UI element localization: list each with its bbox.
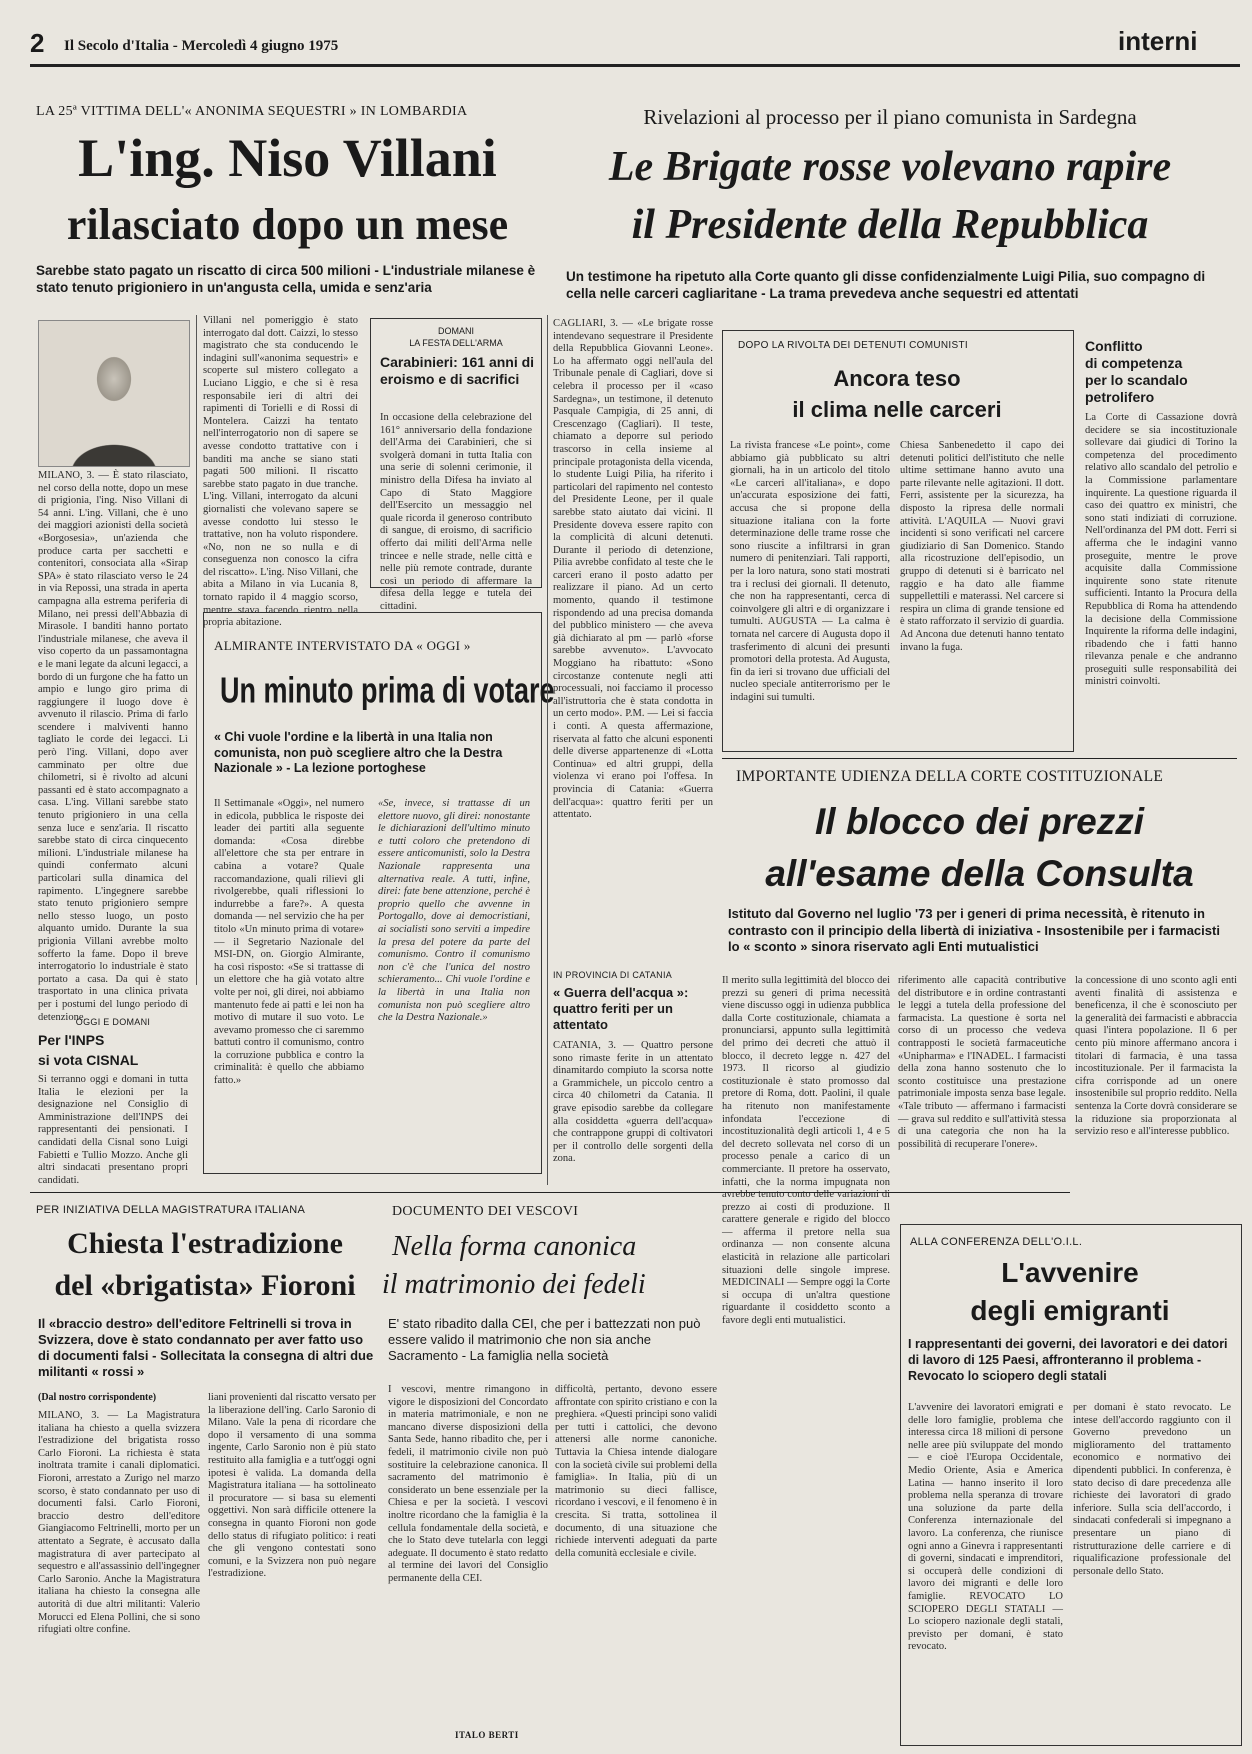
conflitto-title-1: Conflitto: [1085, 338, 1143, 354]
villani-title-1: L'ing. Niso Villani: [78, 128, 497, 188]
brigate-title-1: Le Brigate rosse volevano rapire: [608, 144, 1172, 190]
vescovi-kicker: DOCUMENTO DEI VESCOVI: [392, 1204, 579, 1219]
conflitto-title-2: di competenza: [1085, 355, 1183, 371]
carabinieri-kicker-2: LA FESTA DELL'ARMA: [409, 338, 503, 348]
emigranti-col1: L'avvenire dei lavoratori emigrati e delle loro famiglie, problema che interessa circa 18 milioni di persone nelle aree più sviluppate del mondo — e cioè l'Europa Occidentale, Medio Oriente, Asia e America Latina — hanno inserito il loro problema nella speranza di trovare una soluzione da parte della Conferenza internazionale del lavoro. La conferenza, che riunisce ogni anno a Ginevra i rappresentanti di governi, sindacati e imprenditori, si occuperà delle condizioni di lavoro dei migranti e delle loro famiglie. REVOCATO LO SCIOPERO DEGLI STATALI — Lo sciopero nazionale degli statali, previsto per domani, è stato revocato.: [908, 1402, 1063, 1653]
conflitto-title-4: petrolifero: [1085, 389, 1155, 405]
consulta-kicker: IMPORTANTE UDIENZA DELLA CORTE COSTITUZIONALE: [736, 768, 1164, 785]
villani-title-2: rilasciato dopo un mese: [66, 200, 509, 249]
carabinieri-title: Carabinieri: 161 anni di eroismo e di sacrifici: [380, 354, 535, 387]
fioroni-byline: (Dal nostro corrispondente): [38, 1392, 157, 1403]
villani-portrait: [38, 320, 190, 467]
villani-deck: Sarebbe stato pagato un riscatto di circa 500 milioni - L'industriale milanese è stato tenuto prigioniero in un'angusta cella, umida e senz'aria: [36, 263, 536, 295]
catania-kicker: IN PROVINCIA DI CATANIA: [553, 970, 673, 980]
brigate-kicker: Rivelazioni al processo per il piano comunista in Sardegna: [643, 105, 1137, 129]
villani-col2: Villani nel pomeriggio è stato interrogato dal dott. Caizzi, lo stesso magistrato che sta conducendo le indagini sull'«anonima sequestri» e scoperte sul mistero collegato a Luciano Liggio, e che si è resa responsabile ieri di altri dei rapimenti di Torielli e di Rossi di Montelera. Caizzi ha tentato nell'interrogatorio non di sapere se avesse condotto trattative con i banditi ma anche se siano stati pagati 500 milioni. Il riscatto sarebbe stato pagato in due tranche. L'ing. Villani, interrogato da alcuni giornalisti che volevano sapere se avesse condotto lui stesso le trattative, non ha voluto rispondere. «No, non ne so nulla e di conseguenza non conosco la cifra del riscatto». L'ing. Niso Villani, che abita a Milano in via Lucania 8, tornato rapido il 4 maggio scorso, mentre stava facendo rientro nella propria abitazione.: [203, 315, 358, 629]
almirante-col1: Il Settimanale «Oggi», nel numero in edicola, pubblica le risposte dei leader dei partiti alla seguente domanda: «Cosa direbbe all'elettore che sta per entrare in cabina a votare? Quale raccomandazione, quali rilievi gli rivolgerebbe, quali riflessioni lo indurrebbe a fare?». A questa domanda — nel servizio che ha per titolo «Un minuto prima di votare» — il Segretario Nazionale del MSI-DN, on. Giorgio Almirante, ha così risposto: «Se si trattasse di un elettore che ha già votato altre volte per noi, gli direi, noi abbiamo mantenuto fede ai patti e lei non ha motivo di mutare il suo voto. Le avevamo promesso che ci saremmo battuti contro il comunismo, contro la corruzione pubblica e contro la criminalità: è quello che abbiamo fatto.»: [214, 798, 364, 1087]
vescovi-title-2: il matrimonio dei fedeli: [382, 1269, 646, 1300]
conflitto-body: La Corte di Cassazione dovrà decidere se sia incostituzionale sollevare dai giudici di Torino la competenza del procedimento relativo allo scandalo del petrolio e la Commissione parlamentare inquirente. La questione riguarda il caso dei quattro ex ministri, che sono stati indiziati di corruzione. Nell'ordinanza del PM dott. Ferri si afferma che le indagini vanno proseguite, mentre le prove acquisite dalla Commissione inquirente sono state ritenute sufficienti. Intanto la Procura della Repubblica di Roma ha attendendo la decisione della Commissione Inquirente la riforma delle indagini, ribadendo che i fatti hanno rilevanza penale e che andranno proseguiti sulle responsabilità dei ministri coinvolti.: [1085, 412, 1237, 688]
consulta-title-1: Il blocco dei prezzi: [815, 801, 1144, 842]
brigate-body: CAGLIARI, 3. — «Le brigate rosse intendevano sequestrare il Presidente della Repubblica Giovanni Leone». Lo ha affermato oggi nell'aula del Tribunale penale di Cagliari, dove si celebra il processo per il «caso Sardegna», un testimone, il detenuto Pasquale Campigia, di 25 anni, di Crescenzago (Cagliari). Il teste, chiamato a deporre sul periodo trascorso in cella insieme al principale protagonista della vicenda, lo studente Luigi Pilia, ha riferito i particolari del rapimento nel contesto del Presidente Leone, per il quale sarebbe stato aiutato dai vicini. Il Presidente doveva essere rapito con la complicità di alcuni detenuti. Durante il periodo di detenzione, Pilia avrebbe confidato al teste che le carceri erano il posto adatto per realizzare il piano. Ad un certo momento, quando il testimone rispondendo ad una precisa domanda del pubblico ministero — che aveva già dichiarato al pm — parlò «forse sarebbe avvenuto». L'avvocato Moggiano ha ribattuto: «Sono circostanze contenute negli atti processuali, noi facciamo il processo all'istruttoria che è stata condotta in un certo modo». P.M. — Lei si faccia i conti. A questa affermazione, riservata al fatto che alcuni esponenti delle diverse appartenenze di «Lotta Continua» ed altri gruppi, della violenza vi erano poi l'offesa. In provincia di Catania: «Guerra dell'acqua»: quattro feriti per un attentato.: [553, 318, 713, 821]
section-title: interni: [1118, 26, 1198, 56]
masthead-rule: [30, 64, 1240, 67]
vescovi-deck: E' stato ribadito dalla CEI, che per i battezzati non può essere valido il matrimonio che non sia anche Sacramento - La famiglia nella società: [388, 1316, 701, 1363]
consulta-title-2: all'esame della Consulta: [765, 853, 1194, 894]
almirante-deck: « Chi vuole l'ordine e la libertà in una Italia non comunista, non può scegliere altro che la Destra Nazionale » - La lezione portoghese: [214, 730, 503, 775]
carceri-title-1: Ancora teso: [833, 366, 961, 391]
fioroni-col2: liani provenienti dal riscatto versato per la liberazione dell'ing. Carlo Saronio di Milano. Vale la pena di ricordare che dopo il versamento di una somma ingente, Carlo Saronio non è più stato restituito alla famiglia e a tutt'oggi ogni ipotesi è valida. La domanda della Magistratura italiana — ha sottolineato il procuratore — si basa su elementi oggettivi. Non sarà difficile ottenere la consegna in quanto Fioroni non gode dello status di rifugiato politico: i reati che gli vengono contestati sono comuni, e la Svizzera non può negare l'estradizione.: [208, 1392, 376, 1580]
paper-dateline: Il Secolo d'Italia - Mercoledì 4 giugno 1975: [64, 38, 339, 54]
vescovi-title-1: Nella forma canonica: [392, 1231, 637, 1262]
conflitto-title-3: per lo scandalo: [1085, 372, 1188, 388]
carabinieri-body: In occasione della celebrazione del 161° anniversario della fondazione dell'Arma dei Carabinieri, che si svolgerà domani in tutta Italia con una serie di solenni cerimonie, il ministro della Difesa ha inviato al Capo di Stato Maggiore dell'Esercito un messaggio nel quale ricorda il generoso contributo di sangue, di eroismo, di sacrificio offerto dai militi dell'Arma nelle trincee e nelle strade, nelle città e nelle più remote contrade, durante così un periodo di affermare la difesa della legge e tutela dei cittadini.: [380, 412, 532, 612]
villani-col1: MILANO, 3. — È stato rilasciato, nel corso della notte, dopo un mese di prigionia, l'ing. Niso Villani di 54 anni. L'ing. Villani, che è uno dei maggiori azionisti della società «Borgosesia», un'azienda che produce carta per sacchetti e contenitori, consociata alla «Sirap SPA» è stato rilasciato verso le 24 in via Repossi, una strada in aperta campagna alla estrema periferia di Milano, nei pressi dell'Abbazia di Mirasole. I banditi hanno portato l'industriale milanese, che aveva il viso coperto da un passamontagna e le mani legate da alcuni legacci, a bordo di un furgone che ha fatto un ampio e lungo giro prima di raggiungere il luogo dove è avvenuto il rilascio. Prima di farlo scendere i malviventi hanno tagliato le corde dei legacci. Lì però l'ing. Villani, dopo aver camminato per oltre due chilometri, si è rivolto ad alcuni passanti ed è stato accompagnato a casa. L'ing. Villani sarebbe stato tenuto prigioniero in una cella senza luce e senz'aria. Il riscatto sarebbe stato di circa cinquecento milioni. L'industriale milanese ha quindi confermato alcuni particolari sulla dinamica del rapimento. L'ingegnere sarebbe stato tenuto prigioniero sempre nello stesso luogo, un posto alquanto umido. Durante la sua prigionia Villani avrebbe molto sofferto la fame. Dopo il breve interrogatorio lo industriale è stato portato a casa. Da qui è stato trasportato in una clinica privata per i postumi del lungo periodo di detenzione.: [38, 470, 188, 1023]
fioroni-title-1: Chiesta l'estradizione: [67, 1227, 343, 1260]
emigranti-kicker: ALLA CONFERENZA DELL'O.I.L.: [910, 1236, 1083, 1248]
inps-title-1: Per l'INPS: [38, 1032, 105, 1048]
villani-kicker: LA 25ª VITTIMA DELL'« ANONIMA SEQUESTRI » IN LOMBARDIA: [36, 104, 468, 119]
brigate-deck: Un testimone ha ripetuto alla Corte quanto gli disse confidenzialmente Luigi Pilia, suo compagno di cella nelle carceri cagliaritane - La trama prevedeva anche sequestri ed attentati: [566, 269, 1206, 301]
emigranti-deck: I rappresentanti dei governi, dei lavoratori e dei datori di lavoro di 125 Paesi, affronteranno il problema - Revocato lo sciopero degli statali: [908, 1337, 1228, 1383]
catania-body: CATANIA, 3. — Quattro persone sono rimaste ferite in un attentato dinamitardo compiuto la scorsa notte a Grammichele, un piccolo centro a circa 40 chilometri da Catania. Il grave episodio sarebbe da collegare alla cosiddetta «guerra dell'acqua» che contrappone gruppi di coltivatori per il controllo delle sorgenti della zona.: [553, 1040, 713, 1165]
page-number: 2: [30, 28, 45, 58]
fioroni-col1: MILANO, 3. — La Magistratura italiana ha chiesto a quella svizzera l'estradizione del brigatista rosso Carlo Fioroni. La richiesta è stata inoltrata tramite i canali diplomatici. Fioroni, arrestato a Zurigo nel marzo scorso, è stato condannato per uso di documenti falsi. Carlo Fioroni, braccio destro dell'editore Giangiacomo Feltrinelli, morto per un attentato a Segrate, è accusato dalla magistratura di aver partecipato al sequestro e all'assassinio dell'ingegner Carlo Saronio. Anche la Magistratura italiana ha chiesto la consegna alle autorità di due altri militanti: Valerio Morucci ed Elena Pollini, che si sono rifugiati oltre confine.: [38, 1410, 200, 1636]
vescovi-signature: ITALO BERTI: [455, 1730, 519, 1740]
carceri-kicker: DOPO LA RIVOLTA DEI DETENUTI COMUNISTI: [738, 340, 968, 351]
fioroni-kicker: PER INIZIATIVA DELLA MAGISTRATURA ITALIANA: [36, 1204, 306, 1216]
consulta-deck: Istituto dal Governo nel luglio '73 per i generi di prima necessità, è ritenuto in contrasto con il principio della libertà di iniziativa - Insostenibile per i farmacisti lo « sconto » sinora riservato agli Enti mutualistici: [728, 906, 1220, 954]
carceri-col2: Chiesa Sanbenedetto il capo dei detenuti politici dell'istituto che nelle ultime settimane hanno avuto una parte rilevante nelle agitazioni. Il dott. Ferri, assistente per la sicurezza, ha disposto la ripresa delle normali attività. L'AQUILA — Nuovi gravi incidenti si sono verificati nel carcere giudiziario di San Domenico. Stando alla ricostruzione dell'episodio, un gruppo di detenuti si è barricato nel raggio e ha dato alle fiamme suppellettili e materassi. Nel carcere si respira un clima di grande tensione ed è stato rafforzato il servizio di guardia. Ad Ancona due detenuti hanno tentato invano la fuga.: [900, 440, 1064, 653]
emigranti-title-2: degli emigranti: [970, 1295, 1170, 1326]
almirante-col2: «Se, invece, si trattasse di un elettore nuovo, gli direi: nonostante le dichiarazioni dell'ultimo minuto e tutti coloro che pretendono di essere anticomunisti, solo la Destra Nazionale rappresenta una alternativa reale. A tutti, infine, direi: fate bene attenzione, perché è proprio quello che avvenne in Portogallo, dove ai democristiani, ai socialisti sono serviti a impedire la presa del potere da parte del comunismo. Contro il comunismo non c'è che l'unica del nostro schieramento... Chi vuole l'ordine e la libertà in una Italia non comunista non può scegliere altro che la Destra Nazionale.»: [378, 798, 530, 1024]
consulta-col2: riferimento alle capacità contributive del distributore e in ordine contrastanti le leggi a tutela della professione del farmacista. La questione è sorta nel corso di un processo che vedeva contrapposti le società farmaceutiche «Unipharma» e l'INADEL. I farmacisti della zona hanno sostenuto che lo sconto costituisce una prestazione patrimoniale imposta senza base legale. «Tale tributo — affermano i farmacisti — grava sul reddito e sull'attività stessa di una categoria che non ha la possibilità di recuperare l'onere».: [898, 975, 1066, 1150]
vescovi-col2: difficoltà, pertanto, devono essere affrontate con spirito cristiano e con la preghiera. «Questi principi sono validi per tutti i cattolici, che devono attenersi alle norme canoniche. Tuttavia la Chiesa intende dialogare con la società civile sui problemi della famiglia». In Italia, più di un matrimonio su dieci fallisce, ricordano i vescovi, e il fenomeno è in crescita. Si tratta, sottolinea il documento, di una situazione che richiede interventi adeguati da parte della comunità ecclesiale e civile.: [555, 1384, 717, 1559]
carceri-col1: La rivista francese «Le point», come abbiamo già pubblicato su altri giornali, ha in un articolo del titolo «Le carceri all'italiana», e dopo un'accurata esposizione dei fatti, accusa che si propone della situazione italiana con la forte determinazione delle trame rosse che sono riuscite a infiltrarsi in gran numero di penitenziari. Tali rapporti, per la loro natura, sono stati mostrati tra i reclusi dei giornali. Il detenuto, che non ha rappresentanti, cerca di coinvolgere gli altri e di organizzare i tumulti. AUGUSTA — La calma è tornata nel carcere di Augusta dopo il trasferimento di alcuni dei presunti promotori della protesta. Ad Augusta, fin da ieri si trovano due ufficiali del nucleo speciale antiterrorismo per le indagini sui tumulti.: [730, 440, 890, 703]
consulta-col1: Il merito sulla legittimità del blocco dei prezzi su generi di prima necessità viene discusso oggi in udienza pubblica dalla Corte costituzionale, chiamata a pronunciarsi, appunto sulla legittimità del primo dei decreti che attuò il blocco, il decreto legge n. 427 del 1973. Il ricorso al giudizio costituzionale è stato promosso dal pretore di Roma, dott. Paolini, il quale ha ritenuto non manifestamente infondata l'eccezione di incostituzionalità degli articoli 1, 4 e 5 del decreto sollevata nel corso di un processo penale a carico di un commerciante. Il pretore ha osservato, infatti, che la norma impugnata non avrebbe tenuto conto delle variazioni di prezzo ai costi di produzione. Il carattere generale e rigido del blocco — afferma il pretore nella sua ordinanza — non consente alcuna elasticità in relazione alle particolari situazioni delle singole imprese. MEDICINALI — Sempre oggi la Corte si occupa di un'altra questione riguardante il cosiddetto sconto a favore degli enti mutualistici.: [722, 975, 890, 1327]
brigate-title-2: il Presidente della Repubblica: [631, 202, 1149, 248]
fioroni-title-2: del «brigatista» Fioroni: [54, 1269, 356, 1302]
consulta-col3: la concessione di uno sconto agli enti aventi finalità di assistenza e beneficenza, il che è sconosciuto per la generalità dei farmacisti e abbraccia quasi l'intera popolazione. Il 6 per cento più minore affermano ancora i titolari di farmacia, è una tassa incostituzionale. Per il farmacista la cifra corrisponde ad un onere insostenibile sul proprio reddito. Nella sentenza la Corte dovrà considerare se la riduzione sia proporzionata al servizio reso e all'interesse pubblico.: [1075, 975, 1237, 1138]
vescovi-col1: I vescovi, mentre rimangono in vigore le disposizioni del Concordato in materia matrimoniale, e non ne mancano diverse disposizioni della Santa Sede, hanno ribadito che, per i fedeli, il matrimonio civile non può sostituire la celebrazione canonica. Il sacramento del matrimonio è considerato un bene essenziale per la Chiesa e per la società. I vescovi inoltre ricordano che la famiglia è la cellula fondamentale della società, e che lo Stato deve tutelarla con leggi adeguate. Il documento è stato redatto al termine dei lavori del Consiglio permanente della CEI.: [388, 1384, 548, 1584]
emigranti-title-1: L'avvenire: [1001, 1257, 1139, 1288]
carceri-title-2: il clima nelle carceri: [792, 397, 1002, 422]
inps-title-2: si vota CISNAL: [38, 1052, 139, 1068]
almirante-title: Un minuto prima di votare: [220, 670, 555, 711]
inps-body: Si terranno oggi e domani in tutta Italia le elezioni per la designazione nel Consiglio di Amministrazione dell'INPS dei rappresentanti dei pensionati. I candidati della Cisnal sono Luigi Fabietti e Tullio Mozzo. Anche gli altri sindacati presentano propri candidati.: [38, 1074, 188, 1186]
catania-title: « Guerra dell'acqua »: quattro feriti per un attentato: [553, 985, 689, 1032]
carabinieri-kicker-1: DOMANI: [438, 326, 474, 336]
emigranti-col2: per domani è stato revocato. Le intese dell'accordo raggiunto con il Governo prevedono un miglioramento del trattamento economico e normativo dei dipendenti pubblici. In conferenza, è stato deciso di dare precedenza alle richieste dei lavoratori di grado inferiore. Sulla scia dell'accordo, i sindacati confederali si impegnano a presentare un piano di ristrutturazione delle carriere e di riqualificazione professionale del personale dello Stato.: [1073, 1402, 1231, 1577]
almirante-kicker: ALMIRANTE INTERVISTATO DA « OGGI »: [214, 638, 471, 653]
fioroni-deck: Il «braccio destro» dell'editore Feltrinelli si trova in Svizzera, dove è stato condannato per aver fatto uso di documenti falsi - Sollecitata la consegna di altri due militanti « rossi »: [38, 1316, 374, 1379]
inps-kicker: OGGI E DOMANI: [75, 1017, 151, 1027]
